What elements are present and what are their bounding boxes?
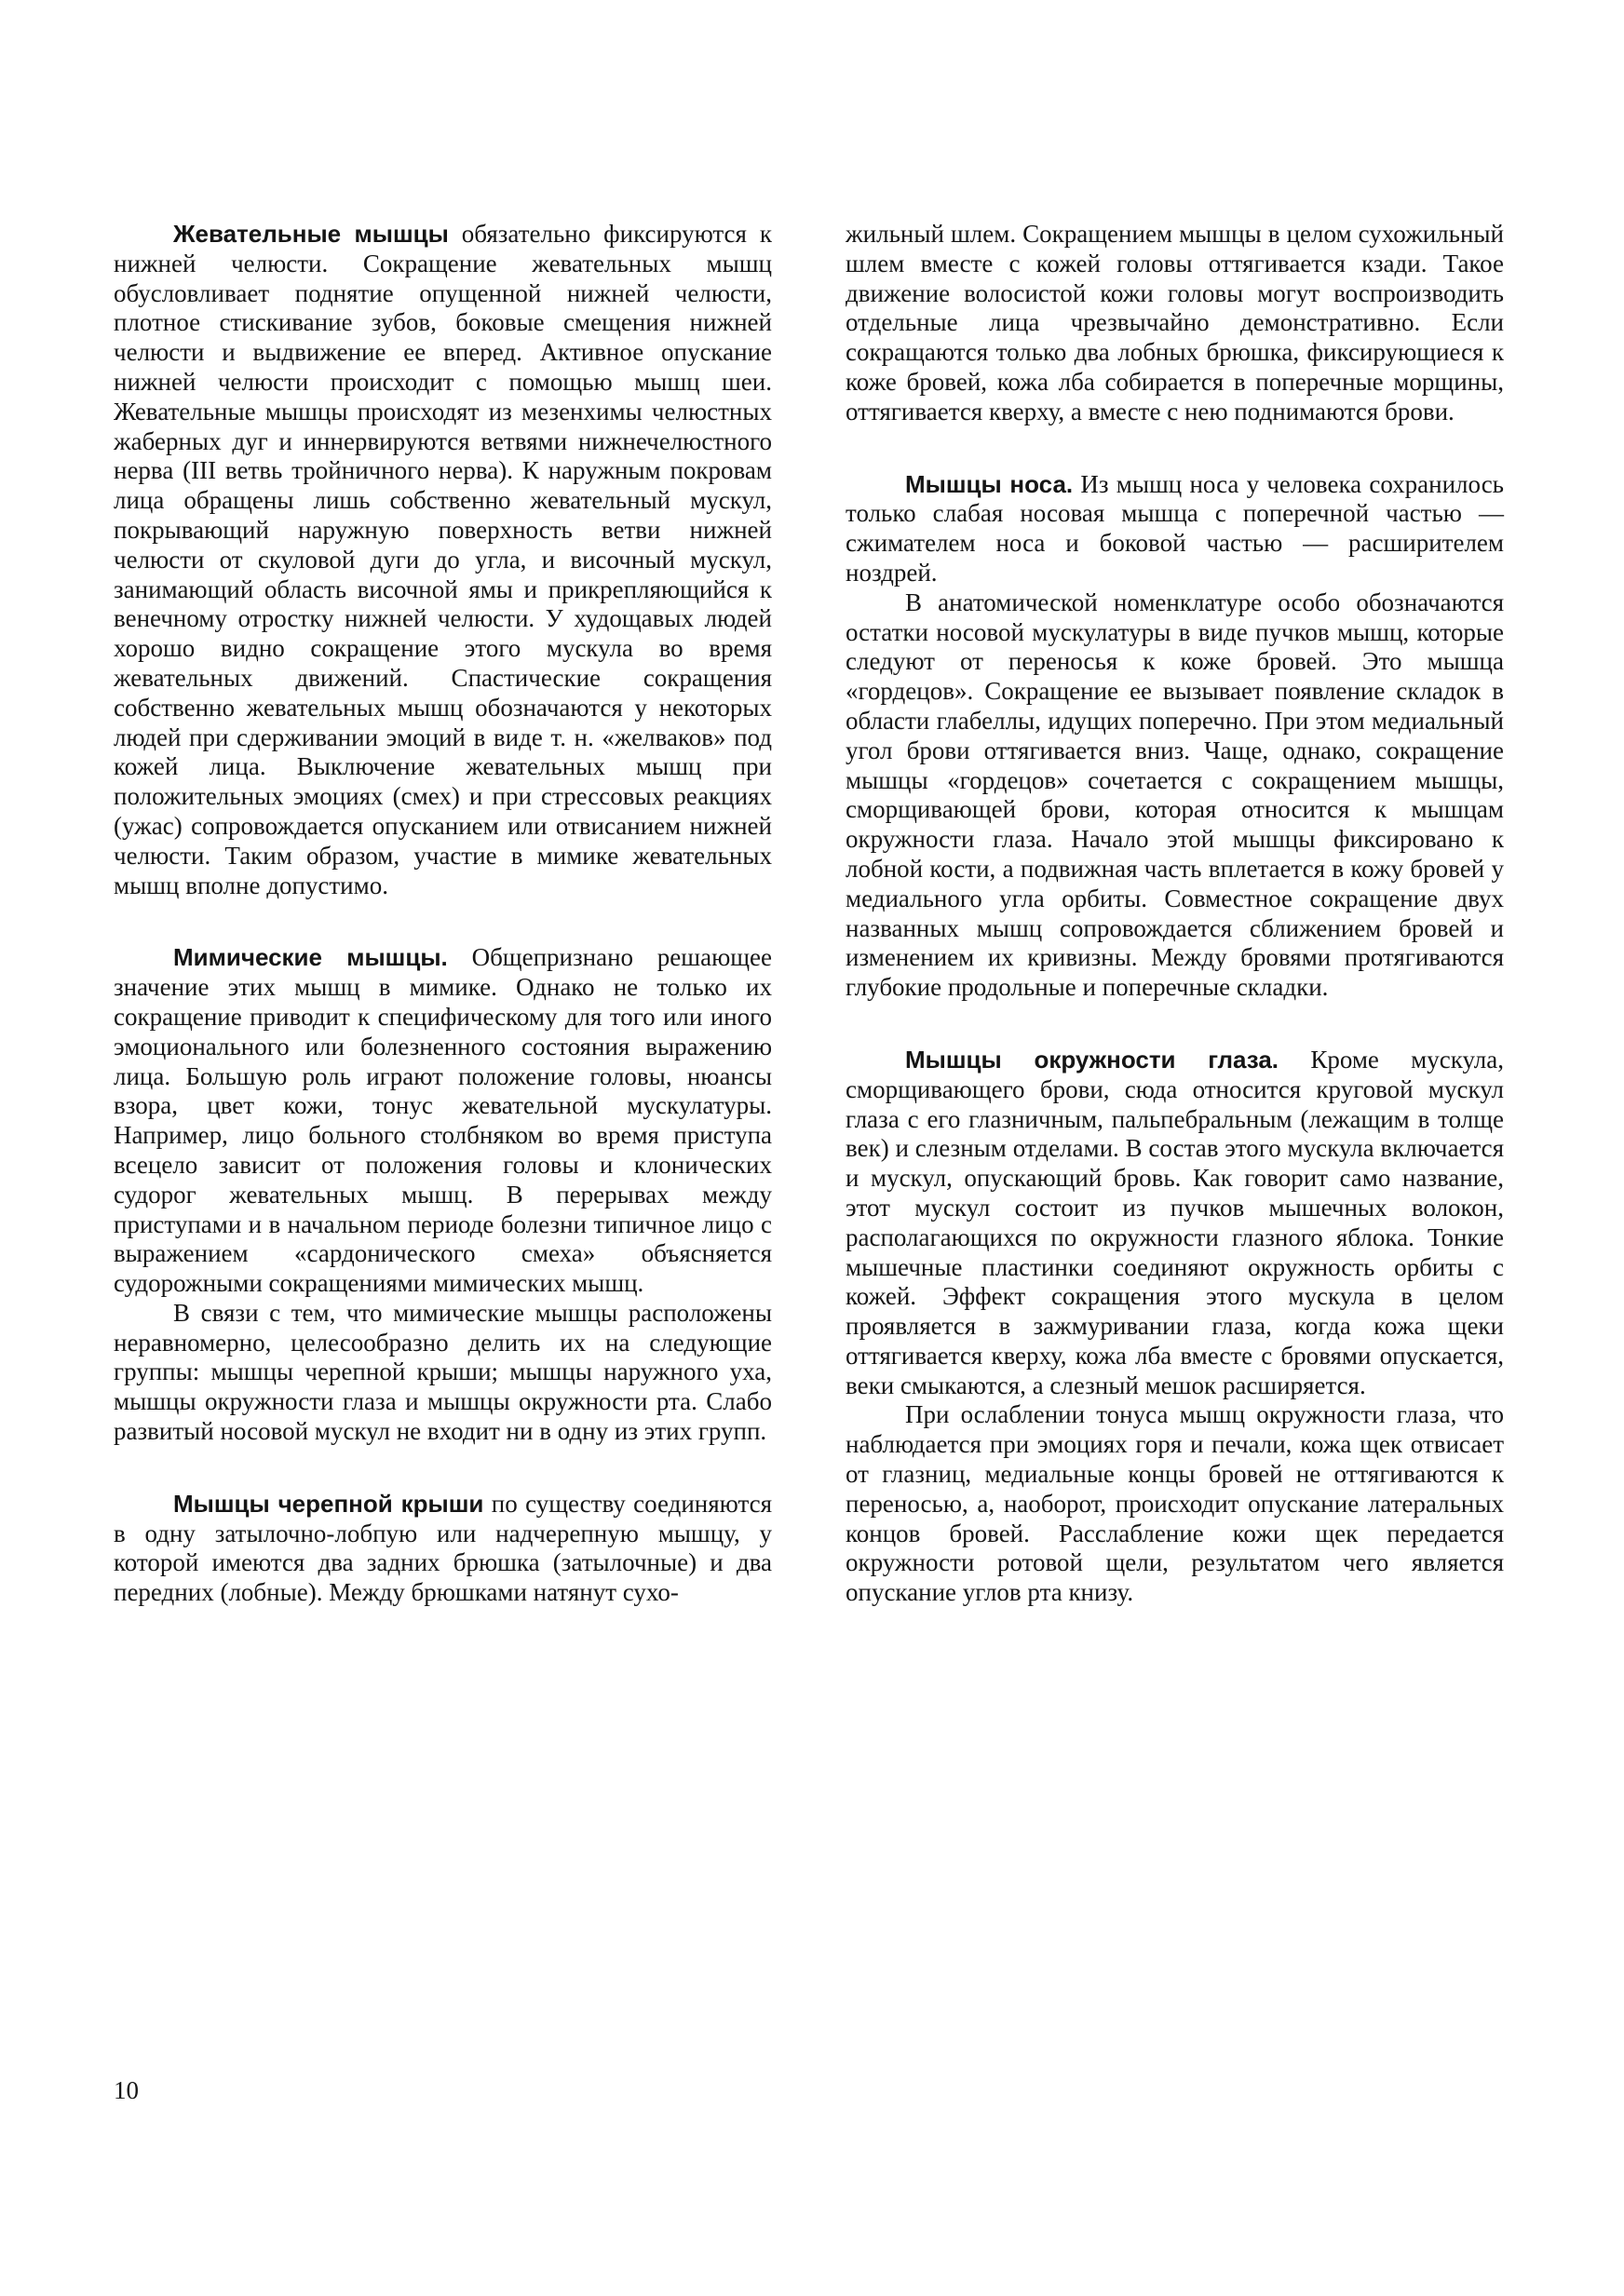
paragraph-text: Общепризнано решающее значение этих мышц в мимике. Однако не только их сокращение приводит к специфическому для того или иного эмоционального или болезненного состояния выражению лица. Большую роль играют положение головы, нюансы взора, цвет кожи, тонус жевательной мускулатуры. Например, лицо больного столбняком во время приступа всецело зависит от положения головы и клонических судорог жевательных мышц. В перерывах между приступами и в начальном периоде болезни типичное лицо с выражением «сардонического смеха» объясняется судорожными сокращениями мимических мышц.	[114, 943, 772, 1298]
section-nose-muscles	[846, 470, 1504, 1003]
page-number: 10	[114, 2076, 139, 2104]
paragraph: В связи с тем, что мимические мышцы расположены неравномерно, целесообразно делить их на следующие группы: мышцы черепной крыши; мышцы наружного уха, мышцы окружности глаза и мышцы окружности рта. Слабо развитый носовой мускул не входит ни в одну из этих групп.	[114, 1298, 772, 1446]
paragraph	[114, 220, 772, 900]
section-eye-muscles	[846, 1046, 1504, 1608]
section-masticatory-muscles	[114, 220, 772, 900]
paragraph	[846, 470, 1504, 588]
paragraph: В анатомической номенклатуре особо обозначаются остатки носовой мускулатуры в виде пучков мышц, которые следуют от переносья к коже бровей. Это мышца «гордецов». Сокращение ее вызывает появление складок в области глабеллы, идущих поперечно. При этом медиальный угол брови оттягивается вниз. Чаще, однако, сокращение мышцы «гордецов» сочетается с сокращением мышцы, сморщивающей брови, которая относится к мышцам окружности глаза. Начало этой мышцы фиксировано к лобной кости, а подвижная часть вплетается в кожу бровей у медиального угла орбиты. Совместное сокращение двух названных мышц сопровождается сближением бровей и изменением их кривизны. Между бровями протягиваются глубокие продольные и поперечные складки.	[846, 588, 1504, 1002]
section-cranial-roof-continued	[846, 220, 1504, 427]
section-heading: Мышцы носа.	[905, 469, 1074, 498]
section-cranial-roof-muscles	[114, 1490, 772, 1608]
paragraph-text: Кроме мускула, сморщивающего брови, сюда относится круговой мускул глаза с его глазничным, пальпебральным (лежащим в толще век) и слезным отделами. В состав этого мускула включается и мускул, опускающий бровь. Как говорит само название, этот мускул состоит из пучков мышечных волокон, располагающихся по окружности глазного яблока. Тонкие мышечные пластинки соединяют окружность орбиты с кожей. Эффект сокращения этого мускула в целом проявляется в зажмуривании глаза, когда кожа щеки оттягивается кверху, кожа лба вместе с бровями опускается, веки смыкаются, а слезный мешок расширяется.	[846, 1045, 1504, 1399]
section-heading: Мышцы окружности глаза.	[905, 1045, 1279, 1074]
left-column	[114, 220, 772, 1651]
section-heading: Мимические мышцы.	[173, 943, 448, 972]
section-heading: Жевательные мышцы	[173, 220, 449, 248]
paragraph-text: обязательно фиксируются к нижней челюсти. Сокращение жевательных мышц обусловливает поднятие опущенной нижней челюсти, плотное стискивание зубов, боковые смещения нижней челюсти и выдвижение ее вперед. Активное опускание нижней челюсти происходит с помощью мышц шеи. Жевательные мышцы происходят из мезенхимы челюстных жаберных дуг и иннервируются ветвями нижнечелюстного нерва (III ветвь тройничного нерва). К наружным покровам лица обращены лишь собственно жевательный мускул, покрывающий наружную поверхность ветви нижней челюсти от скуловой дуги до угла, и височный мускул, занимающий область височной ямы и прикрепляющийся к венечному отростку нижней челюсти. У худощавых людей хорошо видно сокращение этого мускула во время жевательных движений. Спастические сокращения собственно жевательных мышц обозначаются у некоторых людей при сдерживании эмоций в виде т. н. «желваков» под кожей лица. Выключение жевательных мышц при положительных эмоциях (смех) и при стрессовых реакциях (ужас) сопровождается опусканием или отвисанием нижней челюсти. Таким образом, участие в мимике жевательных мышц вполне допустимо.	[114, 220, 773, 899]
section-heading: Мышцы черепной крыши	[173, 1489, 484, 1518]
paragraph-text: по существу соединяются в одну затылочно-лобпую или надчерепную мышцу, у которой имеются два задних брюшка (затылочные) и два передних (лобные). Между брюшками натянут сухо-	[114, 1489, 773, 1607]
paragraph	[114, 1490, 772, 1608]
paragraph-text: Из мышц носа у человека сохранилось только слабая носовая мышца с поперечной частью — сжимателем носа и боковой частью — расширителем ноздрей.	[846, 469, 1504, 587]
section-mimic-muscles	[114, 943, 772, 1447]
paragraph: жильный шлем. Сокращением мышцы в целом сухожильный шлем вместе с кожей головы оттягивается кзади. Такое движение волосистой кожи головы могут воспроизводить отдельные лица чрезвычайно демонстративно. Если сокращаются только два лобных брюшка, фиксирующиеся к коже бровей, кожа лба собирается в поперечные морщины, оттягивается кверху, а вместе с нею поднимаются брови.	[846, 220, 1504, 425]
paragraph	[114, 943, 772, 1299]
paragraph: При ослаблении тонуса мышц окружности глаза, что наблюдается при эмоциях горя и печали, кожа щек отвисает от глазниц, медиальные концы бровей не оттягиваются к переносью, а, наоборот, происходит опускание латеральных концов бровей. Расслабление кожи щек передается окружности ротовой щели, результатом чего является опускание углов рта книзу.	[846, 1400, 1504, 1607]
right-column	[846, 220, 1504, 1651]
paragraph	[846, 1046, 1504, 1401]
